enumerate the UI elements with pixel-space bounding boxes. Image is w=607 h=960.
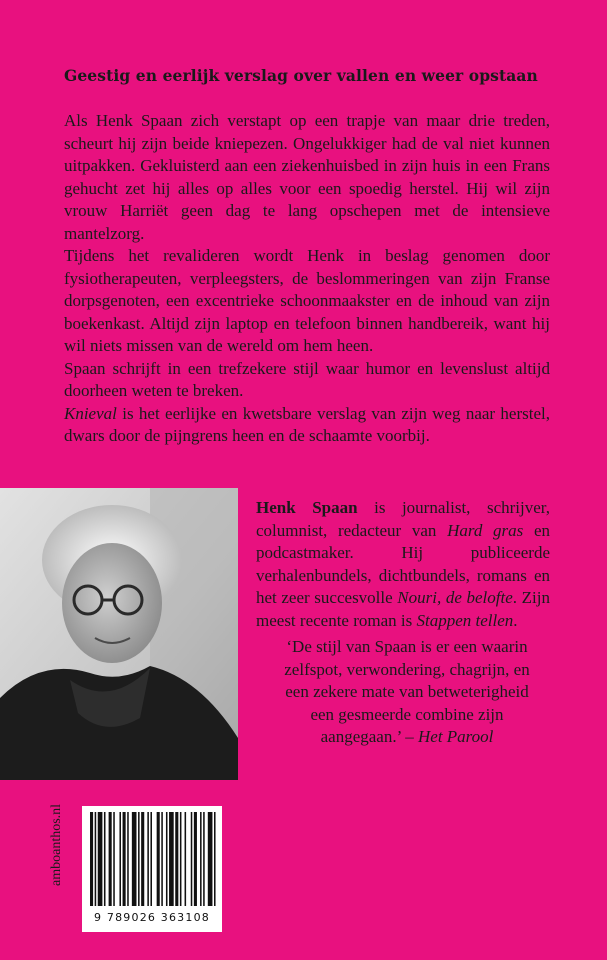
barcode-bar [150, 812, 152, 906]
bio-title: Nouri, de belofte [397, 588, 513, 607]
barcode-bar [214, 812, 216, 906]
barcode-bar [180, 812, 182, 906]
bio-text: is journalist, schrijver, columnist, redacteur van [256, 498, 550, 540]
barcode-bar [98, 812, 103, 906]
bio-text: en podcastmaker. Hij publiceerde verhalenbundels, dichtbundels, romans en het zeer succesvolle [256, 520, 551, 607]
barcode [82, 806, 222, 932]
barcode-bar [191, 812, 193, 906]
barcode-bar [185, 812, 187, 906]
author-photo [0, 488, 238, 780]
blurb [64, 110, 550, 448]
blurb-text: is het eerlijke en kwetsbare verslag van zijn weg naar herstel, dwars door de pijngrens heen en de schaamte voorbij. [64, 403, 550, 445]
barcode-bar [132, 812, 137, 906]
quote-text [282, 636, 532, 749]
bio-text: . [513, 610, 518, 630]
bio-title: Stappen tellen [416, 610, 514, 630]
barcode-bar [119, 812, 121, 906]
barcode-bar [161, 812, 163, 906]
publisher-url: amboanthos.nl [49, 803, 64, 886]
author-bio [256, 497, 550, 632]
quote-source: Het Parool [418, 727, 494, 746]
press-quote [282, 636, 532, 749]
barcode-bar [141, 812, 144, 906]
book-title: Knieval [64, 403, 117, 423]
barcode-bar [113, 812, 115, 906]
quote-body: ‘De stijl van Spaan is er een waarin zelfspot, verwondering, chagrijn, en een zekere mate van betweterigheid een gesmeerde combine zijn aangegaan.’ – [284, 637, 530, 746]
barcode-bar [166, 812, 168, 906]
barcode-bar [200, 812, 202, 906]
barcode-bar [157, 812, 160, 906]
barcode-bar [203, 812, 205, 906]
bio-text: . Zijn meest recente roman is [256, 588, 550, 630]
barcode-bar [169, 812, 174, 906]
barcode-bar [104, 812, 106, 906]
barcode-icon [82, 806, 222, 910]
barcode-bar [175, 812, 178, 906]
barcode-bar [194, 812, 197, 906]
barcode-bar [109, 812, 112, 906]
bio-title: Hard gras [447, 520, 524, 540]
barcode-bar [127, 812, 129, 906]
headline: Geestig en eerlijk verslag over vallen en weer opstaan [64, 66, 538, 85]
barcode-bar [123, 812, 126, 906]
barcode-bar [138, 812, 140, 906]
barcode-bar [208, 812, 213, 906]
blurb-paragraph: Tijdens het revalideren wordt Henk in beslag genomen door fysiotherapeuten, verpleegsters, de beslommeringen van zijn Franse dorpsgenoten, een excentrieke schoonmaakster en de inhoud van zijn boekenkast. Altijd zijn laptop en telefoon binnen handbereik, want hij wil niets missen van de wereld om hem heen. [64, 246, 550, 355]
isbn-digits: 9 789026 363108 [94, 911, 210, 924]
author-name: Henk Spaan [256, 498, 358, 517]
blurb-paragraph: Spaan schrijft in een trefzekere stijl waar humor en levenslust altijd doorheen weten te breken. [64, 358, 550, 400]
blurb-paragraph: Als Henk Spaan zich verstapt op een trapje van maar drie treden, scheurt hij zijn beide kniepezen. Ongelukkiger had de val niet kunnen uitpakken. Gekluisterd aan een ziekenhuisbed in zijn huis in een Frans gehucht zet hij alles op alles voor een spoedig herstel. Hij wil zijn vrouw Harriët geen dag te lang opschepen met de intensieve mantelzorg. [64, 111, 550, 243]
barcode-bar [95, 812, 97, 906]
author-portrait-icon [0, 488, 238, 780]
barcode-bar [147, 812, 149, 906]
bio-paragraph [256, 497, 550, 632]
barcode-bar [90, 812, 93, 906]
blurb-paragraph [64, 403, 550, 448]
